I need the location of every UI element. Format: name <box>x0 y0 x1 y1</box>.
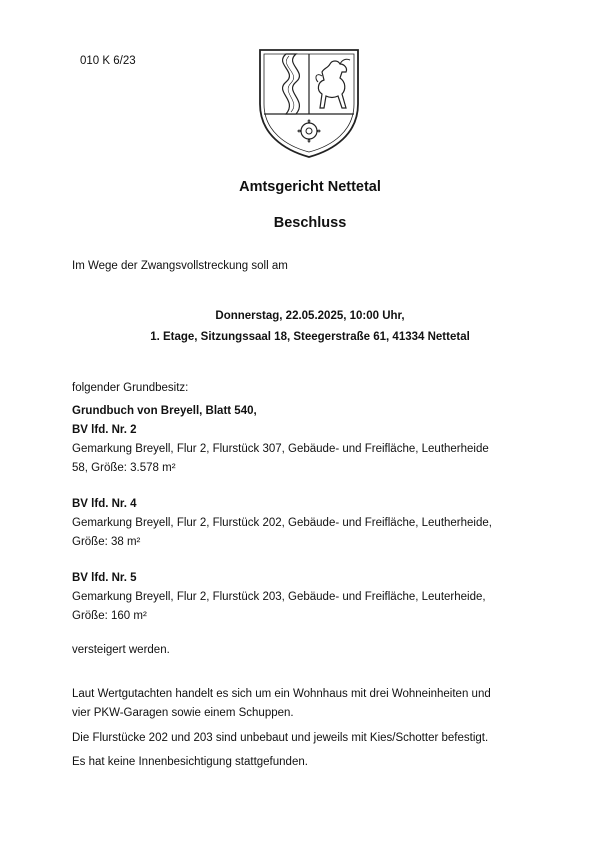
parcel-description: Gemarkung Breyell, Flur 2, Flurstück 203, Gebäude- und Freifläche, Leuterheide, <box>72 591 486 603</box>
appraisal-text: Laut Wertgutachten handelt es sich um ein Wohnhaus mit drei Wohneinheiten und <box>72 688 491 700</box>
land-register: Grundbuch von Breyell, Blatt 540, <box>72 405 257 417</box>
parcel-heading: BV lfd. Nr. 4 <box>72 498 137 510</box>
appointment-location: 1. Etage, Sitzungssaal 18, Steegerstraße 61, 41334 Nettetal <box>150 331 470 343</box>
document-type-title: Beschluss <box>273 215 347 231</box>
appraisal-text: vier PKW-Garagen sowie einem Schuppen. <box>72 707 294 719</box>
auction-phrase: versteigert werden. <box>72 644 170 656</box>
parcel-heading: BV lfd. Nr. 5 <box>72 572 137 584</box>
inspection-note: Es hat keine Innenbesichtigung stattgefunden. <box>72 756 308 768</box>
parcel-description: Größe: 160 m² <box>72 610 147 622</box>
parcel-heading: BV lfd. Nr. 2 <box>72 424 137 436</box>
appointment-date: Donnerstag, 22.05.2025, 10:00 Uhr, <box>215 310 405 322</box>
parcel-description: 58, Größe: 3.578 m² <box>72 462 176 474</box>
court-title: Amtsgericht Nettetal <box>239 179 381 195</box>
nrw-coat-of-arms-icon <box>256 42 362 160</box>
parcel-description: Gemarkung Breyell, Flur 2, Flurstück 202, Gebäude- und Freifläche, Leutherheide, <box>72 517 492 529</box>
parcel-description: Größe: 38 m² <box>72 536 141 548</box>
intro-text: Im Wege der Zwangsvollstreckung soll am <box>72 260 288 272</box>
property-intro: folgender Grundbesitz: <box>72 382 189 394</box>
file-number: 010 K 6/23 <box>80 55 136 67</box>
parcel-note: Die Flurstücke 202 und 203 sind unbebaut und jeweils mit Kies/Schotter befestigt. <box>72 732 489 744</box>
parcel-description: Gemarkung Breyell, Flur 2, Flurstück 307, Gebäude- und Freifläche, Leutherheide <box>72 443 489 455</box>
